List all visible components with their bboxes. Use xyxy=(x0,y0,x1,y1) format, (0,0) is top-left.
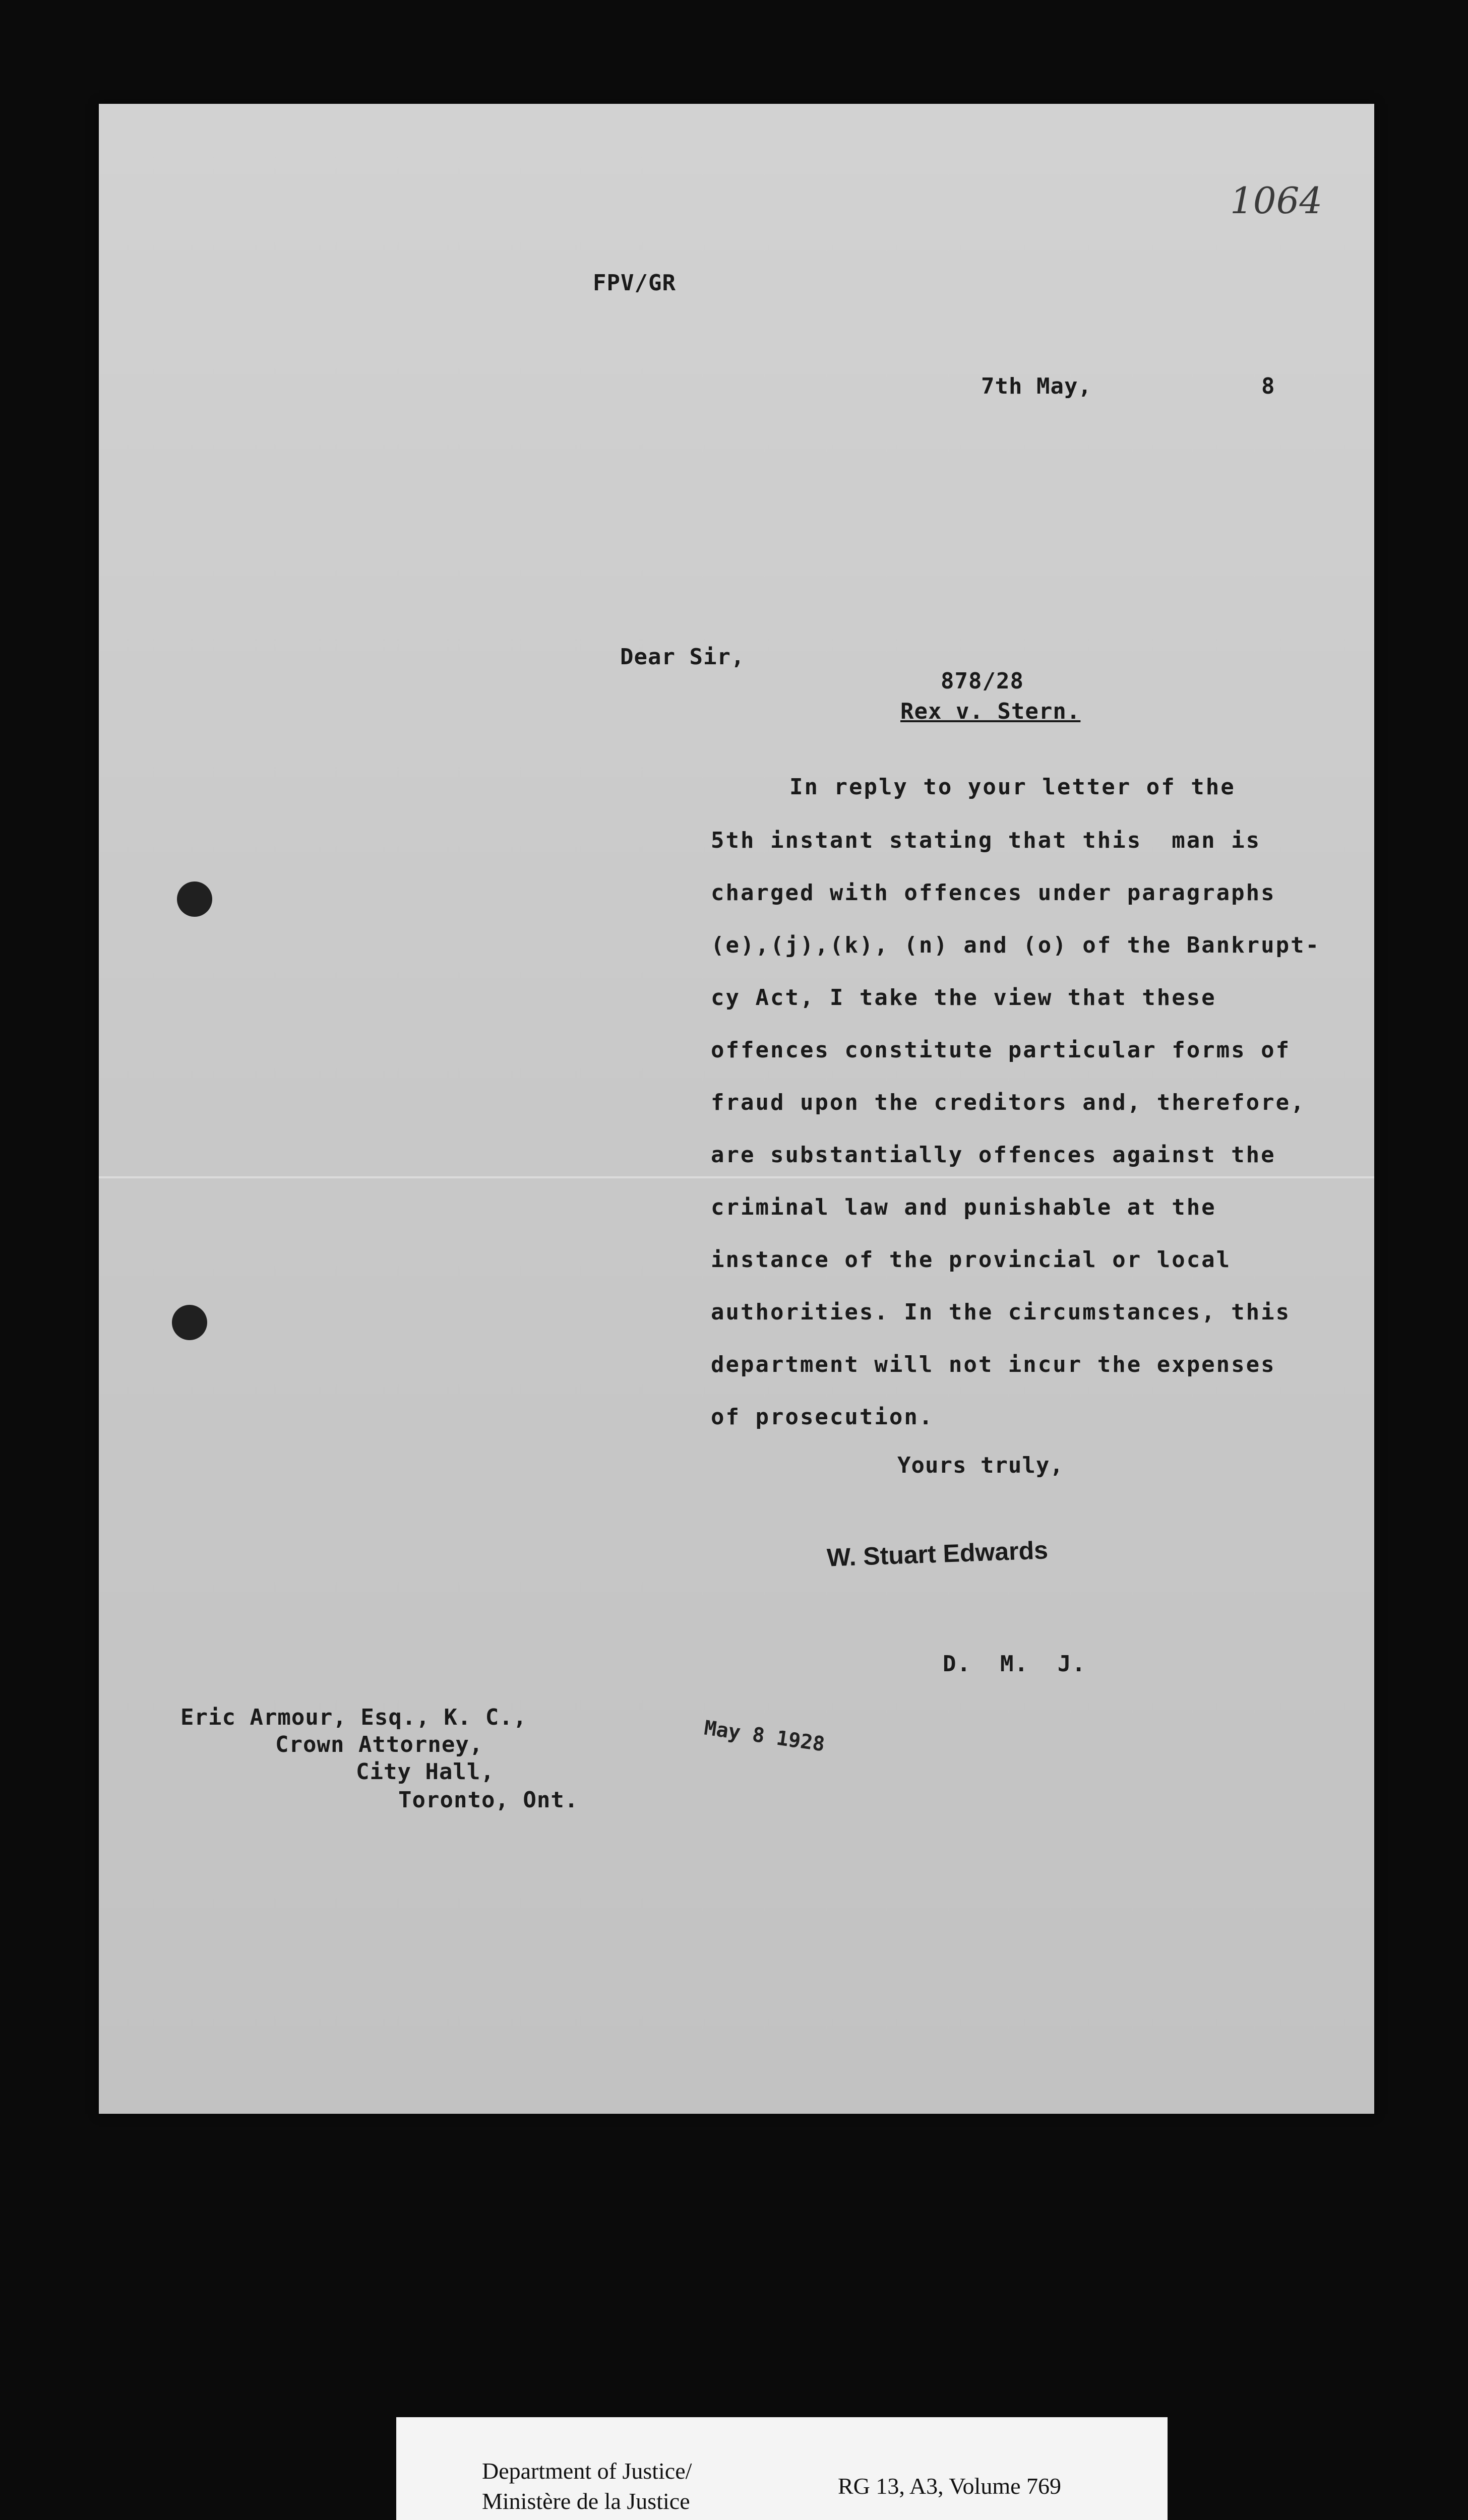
addressee-line: Crown Attorney, xyxy=(275,1732,483,1757)
addressee-line: City Hall, xyxy=(356,1759,495,1785)
body-line: In reply to your letter of the xyxy=(789,774,1236,800)
signature-title: D. M. J. xyxy=(943,1651,1086,1677)
body-line: (e),(j),(k), (n) and (o) of the Bankrupt- xyxy=(711,932,1321,958)
closing: Yours truly, xyxy=(897,1453,1064,1478)
letter-date: 7th May, xyxy=(981,373,1092,399)
body-line: offences constitute particular forms of xyxy=(711,1037,1291,1063)
addressee-line: Toronto, Ont. xyxy=(398,1787,579,1813)
salutation: Dear Sir, xyxy=(620,644,745,670)
reference-initials: FPV/GR xyxy=(593,270,676,296)
page-fold-line xyxy=(99,1176,1374,1178)
received-stamp: May 8 1928 xyxy=(702,1716,826,1756)
department-line1: Department of Justice/ xyxy=(482,2458,692,2484)
folio-number: 1064 xyxy=(1230,179,1323,222)
signature: W. Stuart Edwards xyxy=(826,1536,1049,1572)
case-title: Rex v. Stern. xyxy=(900,699,1081,724)
body-line: are substantially offences against the xyxy=(711,1142,1276,1168)
file-number: 878/28 xyxy=(941,668,1024,694)
body-line: cy Act, I take the view that these xyxy=(711,985,1216,1011)
body-line: 5th instant stating that this man is xyxy=(711,828,1261,853)
archive-reference-card xyxy=(396,2417,1168,2520)
addressee-line: Eric Armour, Esq., K. C., xyxy=(180,1705,527,1730)
punch-hole-top xyxy=(177,881,212,917)
body-line: charged with offences under paragraphs xyxy=(711,880,1276,906)
body-line: authorities. In the circumstances, this xyxy=(711,1299,1291,1325)
body-line: criminal law and punishable at the xyxy=(711,1194,1216,1220)
letter-page xyxy=(99,104,1374,2114)
body-line: instance of the provincial or local xyxy=(711,1247,1232,1273)
punch-hole-bottom xyxy=(172,1305,207,1340)
department-line2: Ministère de la Justice xyxy=(482,2488,690,2514)
archive-reference: RG 13, A3, Volume 769 xyxy=(838,2473,1062,2499)
body-line: of prosecution. xyxy=(711,1404,934,1430)
letter-date-suffix: 8 xyxy=(1261,373,1275,399)
body-line: fraud upon the creditors and, therefore, xyxy=(711,1090,1306,1115)
body-line: department will not incur the expenses xyxy=(711,1352,1276,1377)
